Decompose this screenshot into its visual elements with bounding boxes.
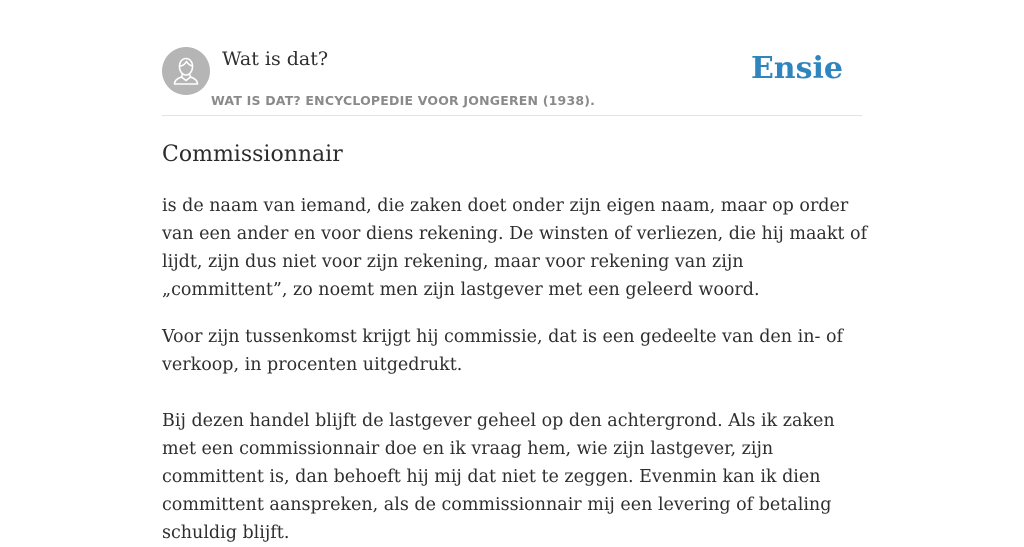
brand-logo[interactable]: Ensie (750, 51, 843, 86)
article-paragraph: is de naam van iemand, die zaken doet onder zijn eigen naam, maar op order van een ander en voor diens rekening. De winsten of verliezen, die hij maakt of lijdt, zijn dus niet voor zijn rekening, maar voor rekening van zijn „committent”, zo noemt men zijn lastgever met een geleerd woord. (162, 196, 868, 300)
entry-title: Commissionnair (162, 142, 343, 167)
page (162, 0, 868, 543)
source-header (162, 0, 862, 116)
article-paragraph: Voor zijn tussenkomst krijgt hij commissie, dat is een gedeelte van den in- of verkoop, in procenten uitgedrukt. (162, 327, 843, 375)
source-title[interactable]: Wat is dat? (222, 48, 329, 70)
article-paragraph: Bij dezen handel blijft de lastgever geheel op den achtergrond. Als ik zaken met een commissionnair doe en ik vraag hem, wie zijn lastgever, zijn committent is, dan behoeft hij mij dat niet te zeggen. Evenmin kan ik dien committent aanspreken, als de commissionnair mij een levering of betaling schuldig blijft. (162, 411, 835, 543)
user-icon (162, 47, 210, 95)
source-subtitle: WAT IS DAT? ENCYCLOPEDIE VOOR JONGEREN (1938). (211, 93, 596, 108)
avatar[interactable] (162, 47, 210, 95)
